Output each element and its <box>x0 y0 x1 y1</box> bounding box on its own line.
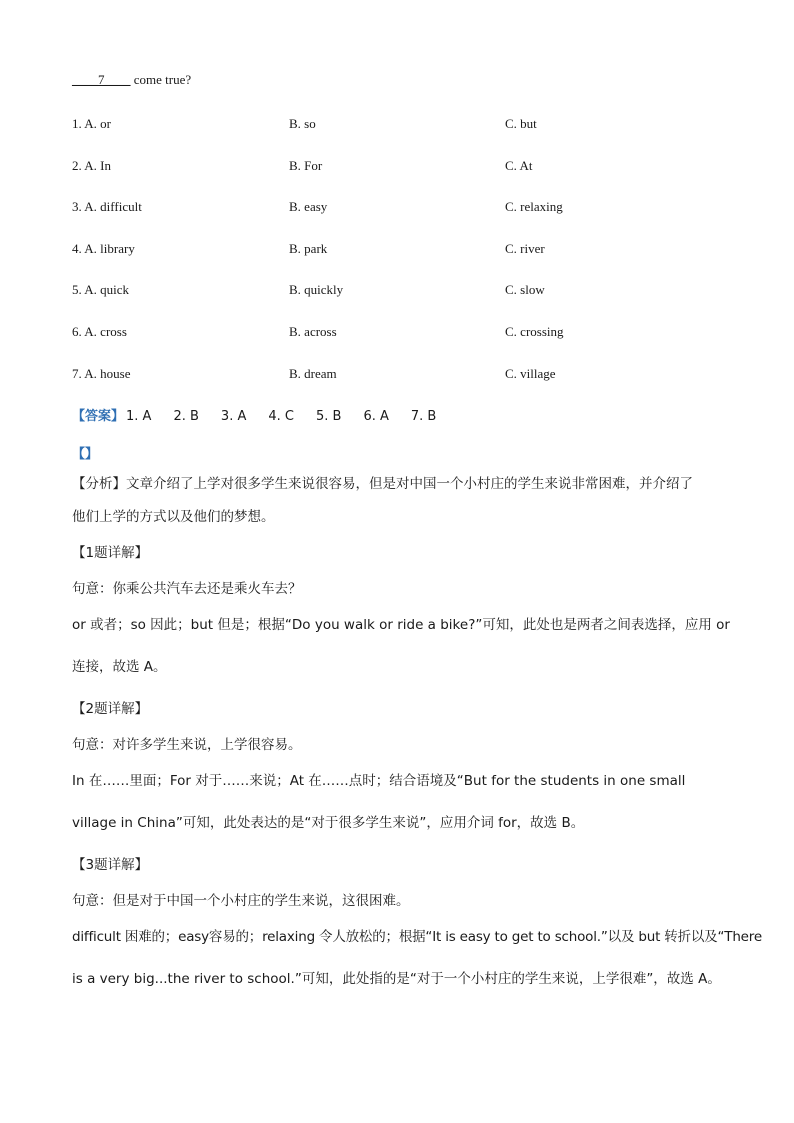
blank-7: ____7____ <box>72 72 131 87</box>
option-c: C. relaxing <box>505 199 563 214</box>
option-row-3 <box>72 199 722 219</box>
q1-explanation-line-1: or 或者；so 因此；but 但是；根据“Do you walk or ride a bike?”可知，此处也是两者之间表选择，应用 or <box>72 617 730 633</box>
option-row-7 <box>72 366 722 386</box>
option-c: C. slow <box>505 282 545 297</box>
answer-item: 4. C <box>268 409 294 424</box>
answer-item: 2. B <box>173 409 199 424</box>
option-b: B. For <box>289 158 323 173</box>
option-b: B. across <box>289 324 337 339</box>
analysis-line-1: 【分析】文章介绍了上学对很多学生来说很容易，但是对中国一个小村庄的学生来说非常困难，并介绍了 <box>72 476 693 492</box>
option-a: 1. A. or <box>72 116 111 131</box>
option-a: 3. A. difficult <box>72 199 142 214</box>
option-a: 2. A. In <box>72 158 111 173</box>
q1-heading: 【1题详解】 <box>72 545 149 561</box>
option-c: C. At <box>505 158 533 173</box>
q3-sentence: 句意：但是对于中国一个小村庄的学生来说，这很困难。 <box>72 893 410 909</box>
q2-explanation-line-1: In 在……里面；For 对于……来说；At 在……点时；结合语境及“But for the students in one small <box>72 773 686 789</box>
option-b: B. quickly <box>289 282 344 297</box>
blank-line-suffix: come true? <box>130 72 192 87</box>
option-b: B. park <box>289 241 328 256</box>
answer-item: 7. B <box>410 409 437 424</box>
question-7-blank-line <box>72 72 191 88</box>
option-a: 6. A. cross <box>72 324 127 339</box>
option-row-2 <box>72 158 722 178</box>
q2-explanation-line-2: village in China”可知，此处表达的是“对于很多学生来说”，应用介词 for，故选 B。 <box>72 815 585 831</box>
answer-item: 1. A <box>126 409 152 424</box>
option-c: C. crossing <box>505 324 564 339</box>
option-b: B. so <box>289 116 316 131</box>
option-row-1 <box>72 116 722 136</box>
option-row-6 <box>72 324 722 344</box>
q3-explanation-line-2: is a very big...the river to school.”可知，此处指的是“对于一个小村庄的学生来说，上学很难”，故选 A。 <box>72 971 721 987</box>
answer-item: 5. B <box>315 409 342 424</box>
analysis-line-2: 他们上学的方式以及他们的梦想。 <box>72 509 275 525</box>
option-b: B. easy <box>289 199 328 214</box>
option-row-5 <box>72 282 722 302</box>
answer-item: 3. A <box>220 409 247 424</box>
option-c: C. river <box>505 241 545 256</box>
q2-sentence: 句意：对许多学生来说，上学很容易。 <box>72 737 302 753</box>
option-a: 7. A. house <box>72 366 131 381</box>
q2-heading: 【2题详解】 <box>72 701 149 717</box>
option-row-4 <box>72 241 722 261</box>
q3-explanation-line-1: difficult 困难的；easy容易的；relaxing 令人放松的；根据“It is easy to get to school.”以及 but 转折以及“There <box>72 929 762 945</box>
option-c: C. but <box>505 116 537 131</box>
q3-heading: 【3题详解】 <box>72 857 149 873</box>
option-a: 5. A. quick <box>72 282 130 297</box>
q1-explanation-line-2: 连接，故选 A。 <box>72 659 167 675</box>
option-a: 4. A. library <box>72 241 135 256</box>
answer-item: 6. A <box>363 409 389 424</box>
q1-sentence: 句意：你乘公共汽车去还是乘火车去？ <box>72 581 302 597</box>
option-c: C. village <box>505 366 556 381</box>
answer-tag: 【答案】 <box>72 409 125 424</box>
option-b: B. dream <box>289 366 337 381</box>
answer-line <box>72 405 436 424</box>
empty-bracket-tag: 【】 <box>72 447 99 462</box>
answer-items <box>124 409 436 424</box>
